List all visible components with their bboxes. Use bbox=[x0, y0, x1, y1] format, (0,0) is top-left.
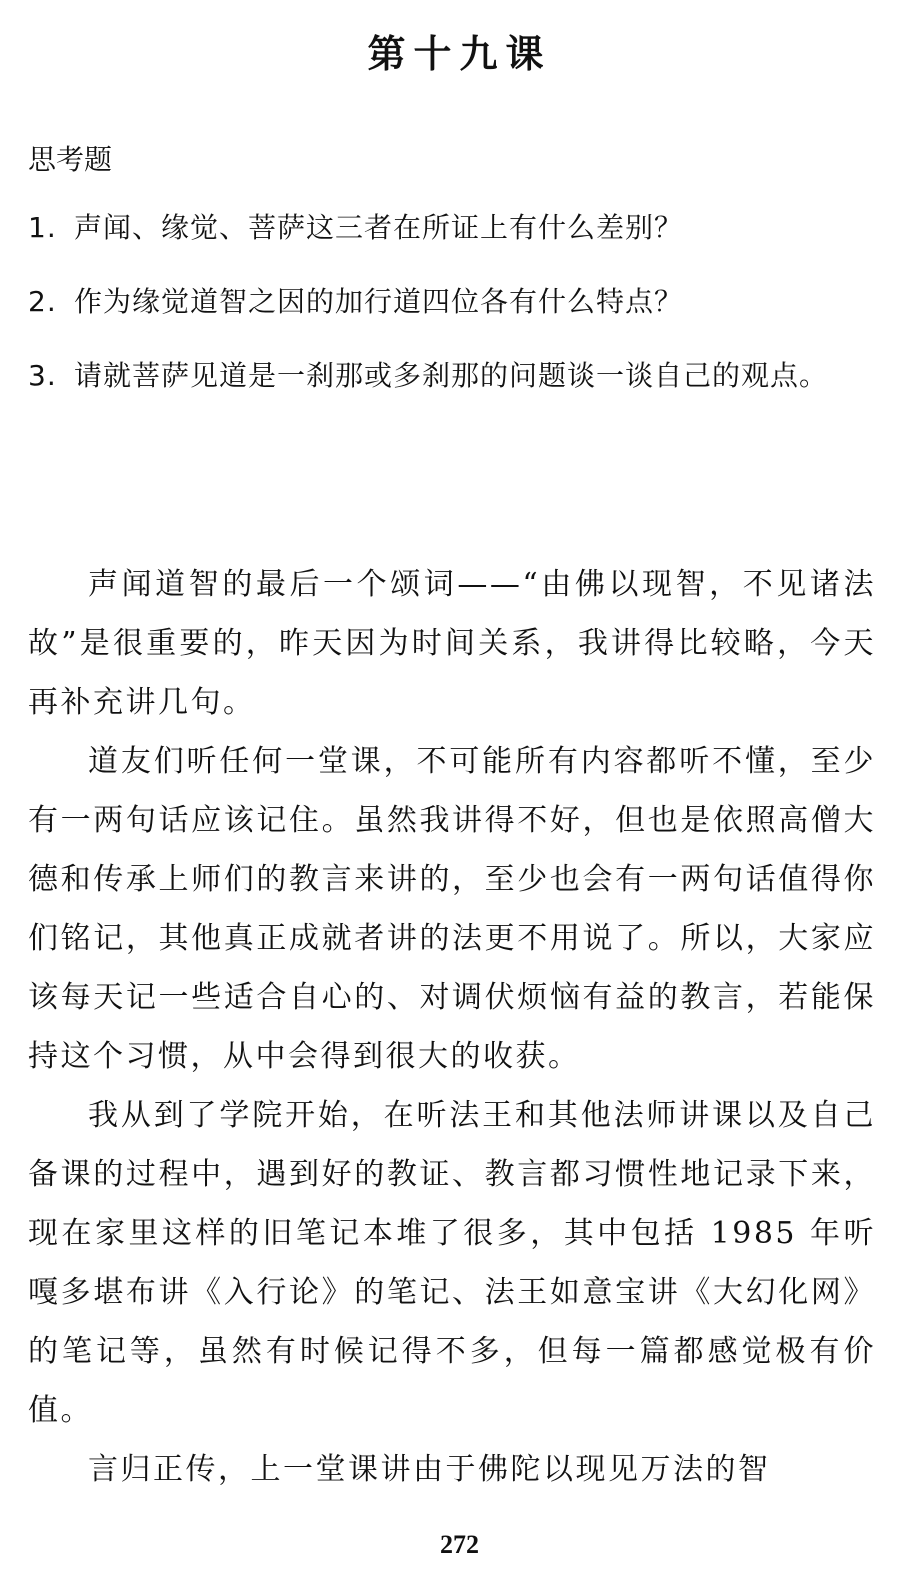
body-paragraph: 道友们听任何一堂课，不可能所有内容都听不懂，至少有一两句话应该记住。虽然我讲得不好，但也是依照高僧大德和传承上师们的教言来讲的，至少也会有一两句话值得你们铭记，其他真正成就者讲的法更不用说了。所以，大家应该每天记一些适合自心的、对调伏烦恼有益的教言，若能保持这个习惯，从中会得到很大的收获。 bbox=[28, 744, 876, 1074]
question-text: 请就菩萨见道是一刹那或多刹那的问题谈一谈自己的观点。 bbox=[74, 359, 829, 392]
review-questions bbox=[28, 140, 878, 430]
question-number: 3. bbox=[28, 359, 57, 392]
body-paragraph: 我从到了学院开始，在听法王和其他法师讲课以及自己备课的过程中，遇到好的教证、教言都习惯性地记录下来，现在家里这样的旧笔记本堆了很多，其中包括 1985 年听嘎多堪布讲《入行论》的笔记、法王如意宝讲《大幻化网》的笔记等，虽然有时候记得不多，但每一篇都感觉极有价值。 bbox=[28, 1098, 876, 1428]
question-number: 2. bbox=[28, 285, 57, 318]
lesson-title: 第十九课 bbox=[367, 31, 552, 76]
question-item bbox=[28, 356, 878, 396]
question-text: 作为缘觉道智之因的加行道四位各有什么特点？ bbox=[74, 285, 684, 318]
question-item bbox=[28, 208, 878, 248]
question-number: 1. bbox=[28, 211, 57, 244]
question-text: 声闻、缘觉、菩萨这三者在所证上有什么差别？ bbox=[74, 211, 684, 244]
question-item bbox=[28, 282, 878, 322]
page-number: 272 bbox=[440, 1530, 479, 1559]
questions-heading: 思考题 bbox=[28, 143, 113, 176]
body-paragraph: 言归正传，上一堂课讲由于佛陀以现见万法的智 bbox=[88, 1452, 771, 1487]
lesson-body bbox=[28, 555, 876, 1499]
body-paragraph: 声闻道智的最后一个颂词——“由佛以现智，不见诸法故”是很重要的，昨天因为时间关系，我讲得比较略，今天再补充讲几句。 bbox=[28, 567, 876, 720]
